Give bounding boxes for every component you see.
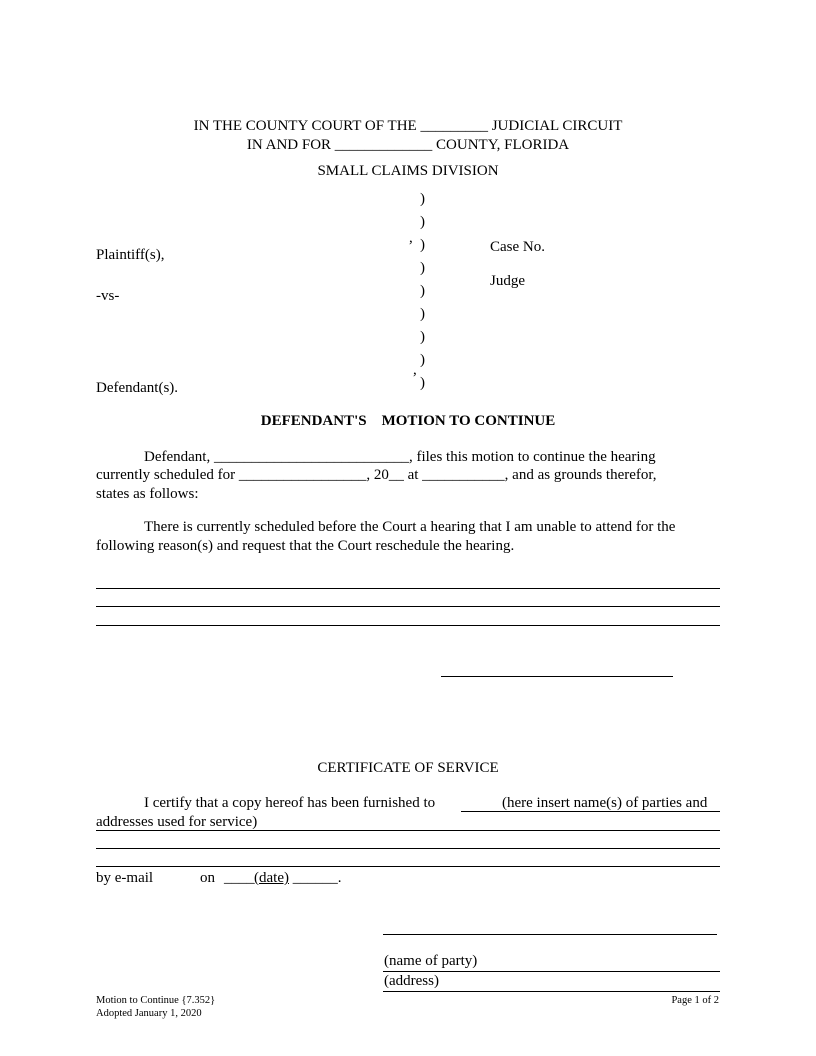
date-placeholder: (date) [254, 870, 289, 886]
court-header-line-2: IN AND FOR _____________ COUNTY, FLORIDA [246, 137, 570, 153]
caption-paren: ) [420, 375, 425, 391]
motion-paragraph-1-line-1: Defendant, __________________________, files this motion to continue the hearing [144, 449, 656, 465]
motion-paragraph-2-line-2: following reason(s) and request that the Court reschedule the hearing. [96, 538, 515, 554]
vs-label: -vs- [96, 288, 120, 304]
service-recipient-hint: (here insert name(s) of parties and [502, 795, 708, 811]
party-name-line[interactable] [383, 971, 720, 972]
motion-paragraph-2-line-1: There is currently scheduled before the Court a hearing that I am unable to attend for the [144, 519, 676, 535]
party-signature-line[interactable] [383, 934, 717, 935]
caption-paren: ) [420, 260, 425, 276]
caption-paren: ) [420, 237, 425, 253]
caption-paren: ) [420, 191, 425, 207]
signature-line[interactable] [441, 676, 673, 677]
reason-line[interactable] [96, 606, 720, 607]
division-title: SMALL CLAIMS DIVISION [317, 163, 499, 179]
case-number-label: Case No. [490, 239, 545, 255]
service-method-label: by e-mail [96, 870, 154, 886]
plaintiff-label: Plaintiff(s), [96, 247, 165, 263]
caption-paren: ) [420, 352, 425, 368]
caption-comma: , [413, 362, 417, 378]
motion-paragraph-1-line-3: states as follows: [96, 486, 199, 502]
service-on-label: on [200, 870, 215, 886]
footer-form-name: Motion to Continue {7.352} [96, 995, 216, 1006]
caption-paren: ) [420, 283, 425, 299]
defendant-label: Defendant(s). [96, 380, 179, 396]
caption-paren: ) [420, 214, 425, 230]
reason-line[interactable] [96, 625, 720, 626]
service-date-field[interactable] [224, 870, 341, 887]
date-suffix: ______. [288, 870, 342, 886]
service-address-line[interactable] [96, 830, 720, 831]
footer-page-number: Page 1 of 2 [671, 995, 719, 1006]
judge-label: Judge [490, 273, 525, 289]
date-prefix: ____ [224, 870, 254, 886]
service-address-line[interactable] [96, 866, 720, 867]
party-address-label: (address) [384, 973, 439, 989]
caption-comma: , [409, 230, 413, 246]
party-name-label: (name of party) [384, 953, 478, 969]
certificate-text-line-2: addresses used for service) [96, 814, 258, 830]
party-address-line[interactable] [383, 991, 720, 992]
caption-paren: ) [420, 306, 425, 322]
reason-line[interactable] [96, 588, 720, 589]
service-address-line[interactable] [96, 848, 720, 849]
certificate-text-line-1: I certify that a copy hereof has been furnished to [144, 795, 436, 811]
court-header-line-1: IN THE COUNTY COURT OF THE _________ JUDICIAL CIRCUIT [193, 118, 623, 134]
motion-paragraph-1-line-2: currently scheduled for _________________, 20__ at ___________, and as grounds therefor, [96, 467, 657, 483]
certificate-title: CERTIFICATE OF SERVICE [317, 760, 499, 776]
caption-paren: ) [420, 329, 425, 345]
footer-adopted-date: Adopted January 1, 2020 [96, 1008, 202, 1019]
motion-title: DEFENDANT'S MOTION TO CONTINUE [260, 413, 556, 429]
